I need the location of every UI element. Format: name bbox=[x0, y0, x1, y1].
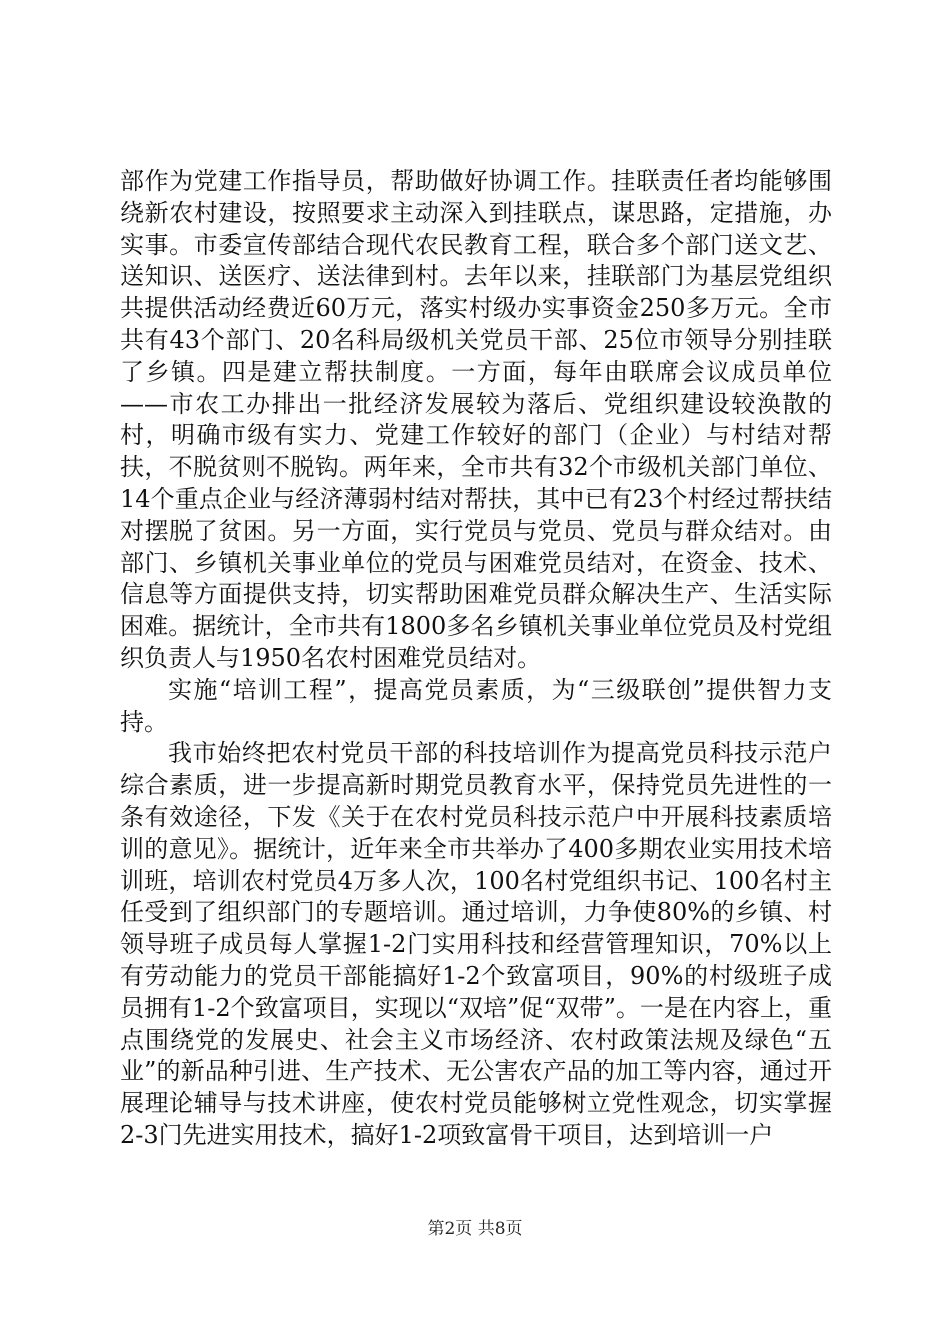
page-number-footer: 第2页 共8页 bbox=[427, 1219, 523, 1239]
paragraph-training-details: 我市始终把农村党员干部的科技培训作为提高党员科技示范户综合素质，进一步提高新时期党员教育水平，保持党员先进性的一条有效途径，下发《关于在农村党员科技示范户中开展科技素质培训的意见》。据统计，近年来全市共举办了400多期农业实用技术培训班，培训农村党员4万多人次，100名村党组织书记、100名村主任受到了组织部门的专题培训。通过培训，力争使80%的乡镇、村领导班子成员每人掌握1-2门实用科技和经营管理知识，70%以上有劳动能力的党员干部能搞好1-2个致富项目，90%的村级班子成员拥有1-2个致富项目，实现以“双培”促“双带”。一是在内容上，重点围绕党的发展史、社会主义市场经济、农村政策法规及绿色“五业”的新品种引进、生产技术、无公害农产品的加工等内容，通过开展理论辅导与技术讲座，使农村党员能够树立党性观念，切实掌握2-3门先进实用技术，搞好1-2项致富骨干项目，达到培训一户 bbox=[120, 739, 832, 1149]
document-body bbox=[120, 166, 832, 1152]
paragraph-section-heading: 实施“培训工程”，提高党员素质，为“三级联创”提供智力支持。 bbox=[120, 675, 832, 736]
paragraph-continuation: 部作为党建工作指导员，帮助做好协调工作。挂联责任者均能够围绕新农村建设，按照要求主动深入到挂联点，谋思路，定措施，办实事。市委宣传部结合现代农民教育工程，联合多个部门送文艺、送知识、送医疗、送法律到村。去年以来，挂联部门为基层党组织共提供活动经费近60万元，落实村级办实事资金250多万元。全市共有43个部门、20名科局级机关党员干部、25位市领导分别挂联了乡镇。四是建立帮扶制度。一方面，每年由联席会议成员单位——市农工办排出一批经济发展较为落后、党组织建设较涣散的村，明确市级有实力、党建工作较好的部门（企业）与村结对帮扶，不脱贫则不脱钩。两年来，全市共有32个市级机关部门单位、14个重点企业与经济薄弱村结对帮扶，其中已有23个村经过帮扶结对摆脱了贫困。另一方面，实行党员与党员、党员与群众结对。由部门、乡镇机关事业单位的党员与困难党员结对，在资金、技术、信息等方面提供支持，切实帮助困难党员群众解决生产、生活实际困难。据统计，全市共有1800多名乡镇机关事业单位党员及村党组织负责人与1950名农村困难党员结对。 bbox=[120, 167, 832, 672]
